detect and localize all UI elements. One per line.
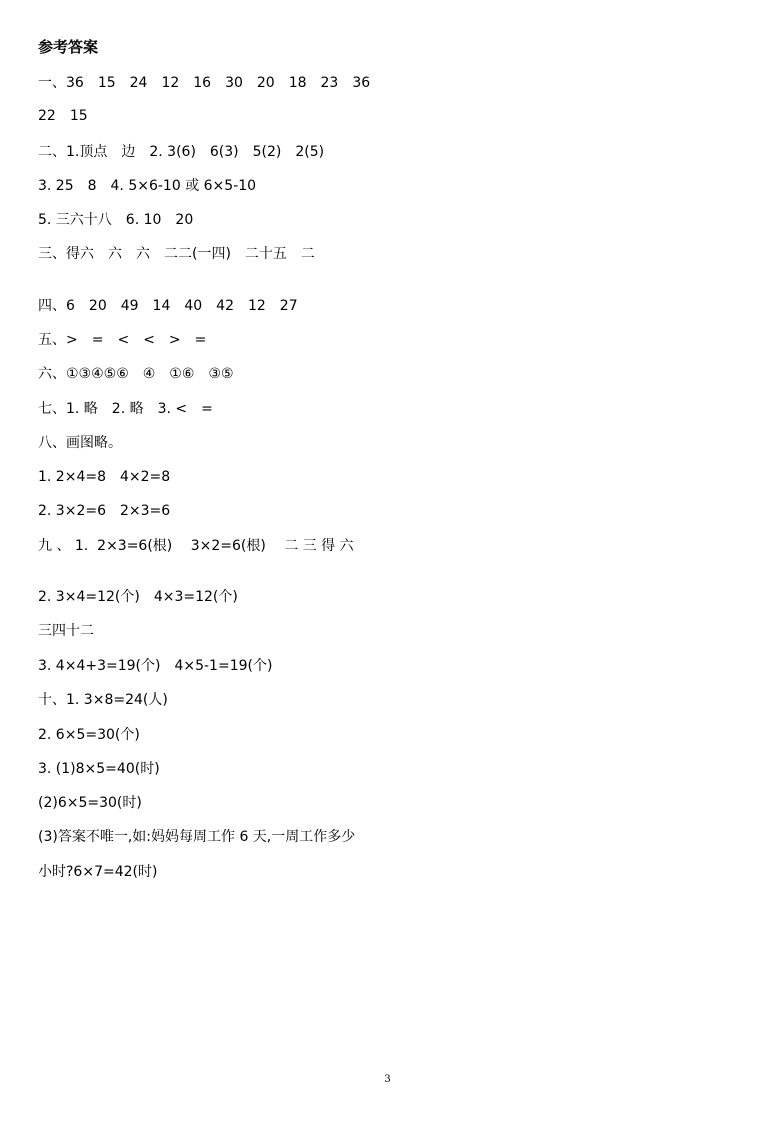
- answer-line-4: 3. 25 8 4. 5×6-10 或 6×5-10: [38, 178, 257, 194]
- answer-line-11: 八、画图略。: [38, 435, 122, 451]
- answer-line-5: 5. 三六十八 6. 10 20: [38, 212, 194, 228]
- answer-line-12: 1. 2×4=8 4×2=8: [38, 469, 171, 485]
- answer-line-20: 3. (1)8×5=40(时): [38, 761, 160, 777]
- answer-line-19: 2. 6×5=30(个): [38, 727, 140, 743]
- page-number: 3: [384, 1074, 391, 1085]
- answer-line-17: 3. 4×4+3=19(个) 4×5-1=19(个): [38, 658, 273, 674]
- answer-line-3: 二、1.顶点 边 2. 3(6) 6(3) 5(2) 2(5): [38, 144, 325, 160]
- page-title: 参考答案: [38, 38, 99, 56]
- answer-line-2: 22 15: [38, 108, 88, 124]
- answer-line-9: 六、①③④⑤⑥ ④ ①⑥ ③⑤: [38, 366, 234, 382]
- answer-line-14: 九 、 1. 2×3=6(根) 3×2=6(根) 二 三 得 六: [38, 538, 354, 554]
- answer-line-7: 四、6 20 49 14 40 42 12 27: [38, 298, 298, 314]
- answer-line-8: 五、> = < < > =: [38, 332, 207, 348]
- answer-line-22: (3)答案不唯一,如:妈妈每周工作 6 天,一周工作多少: [38, 829, 356, 845]
- answer-line-18: 十、1. 3×8=24(人): [38, 692, 168, 708]
- answer-line-10: 七、1. 略 2. 略 3. < =: [38, 401, 213, 417]
- answer-line-15: 2. 3×4=12(个) 4×3=12(个): [38, 589, 238, 605]
- answer-line-6: 三、得六 六 六 二二(一四) 二十五 二: [38, 246, 315, 262]
- answer-line-23: 小时?6×7=42(时): [38, 864, 158, 880]
- answer-line-16: 三四十二: [38, 623, 94, 639]
- answer-line-1: 一、36 15 24 12 16 30 20 18 23 36: [38, 75, 371, 91]
- answer-line-13: 2. 3×2=6 2×3=6: [38, 503, 171, 519]
- answer-line-21: (2)6×5=30(时): [38, 795, 142, 811]
